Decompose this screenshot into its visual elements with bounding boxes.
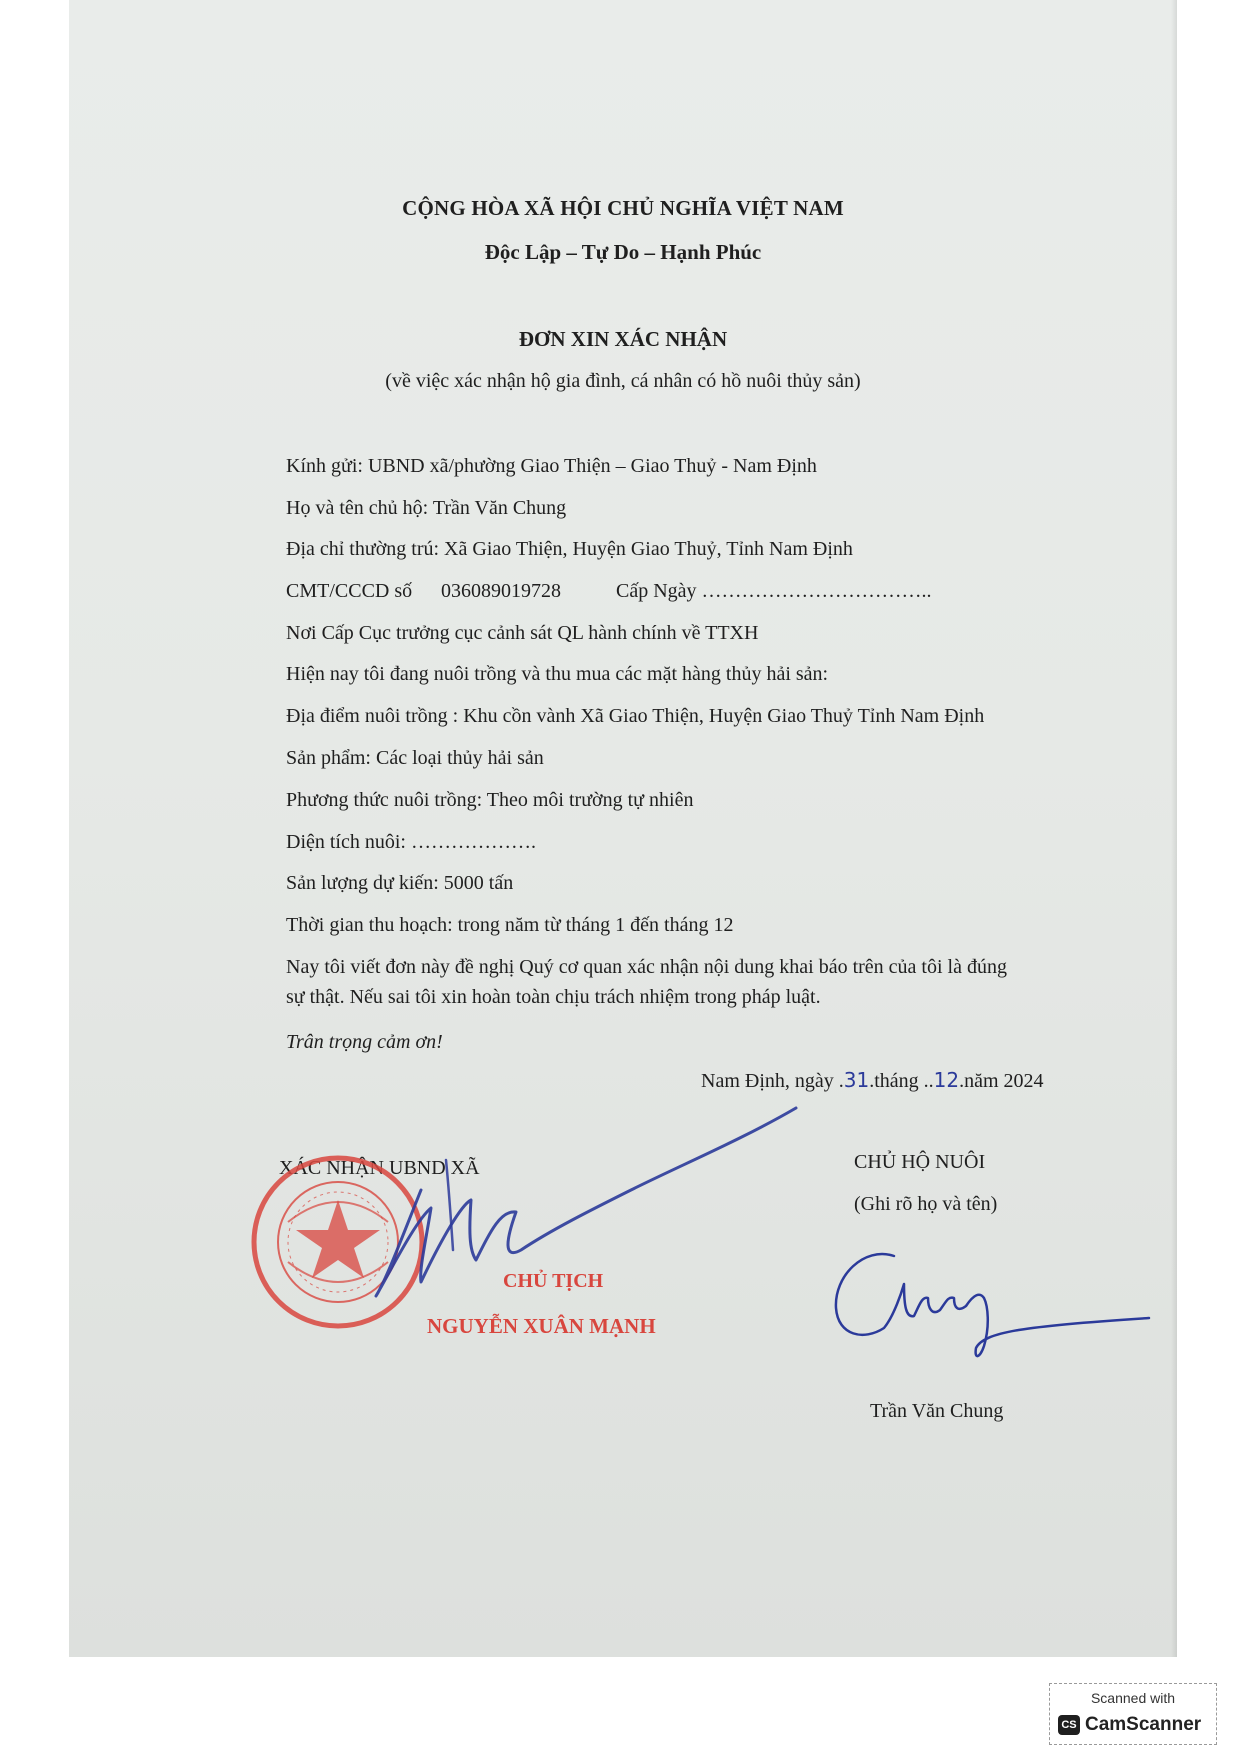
id-label: CMT/CCCD số [286,580,413,602]
thanks-line: Trân trọng cảm ơn! [286,1031,443,1053]
date-day: 31 [843,1068,870,1092]
method-line: Phương thức nuôi trồng: Theo môi trường tự nhiên [286,789,694,811]
issue-place-line: Nơi Cấp Cục trưởng cục cảnh sát QL hành chính về TTXH [286,622,759,644]
issue-date-line: Cấp Ngày …………………………….. [616,580,932,602]
harvest-line: Thời gian thu hoạch: trong năm từ tháng 1 đến tháng 12 [286,914,734,936]
id-number: 036089019728 [441,580,561,602]
request-line-2: sự thật. Nếu sai tôi xin hoàn toàn chịu trách nhiệm trong pháp luật. [286,986,821,1008]
document-page [69,0,1177,1657]
date-prefix: Nam Định, ngày . [701,1070,844,1092]
owner-printed-name: Trần Văn Chung [870,1400,1004,1422]
date-line [701,1068,1044,1093]
camscanner-logo-icon: CS [1058,1715,1080,1735]
request-line-1: Nay tôi viết đơn này đề nghị Quý cơ quan xác nhận nội dung khai báo trên của tôi là đúng [286,956,1007,978]
address-line: Địa chỉ thường trú: Xã Giao Thiện, Huyện Giao Thuỷ, Tỉnh Nam Định [286,538,853,560]
owner-signature [824,1236,1154,1366]
owner-name-line: Họ và tên chủ hộ: Trần Văn Chung [286,497,567,519]
area-line: Diện tích nuôi: ………………. [286,831,536,853]
commune-confirm-heading: XÁC NHẬN UBND XÃ [279,1157,480,1179]
chairman-name: NGUYỄN XUÂN MẠNH [427,1314,656,1338]
recipient-line: Kính gửi: UBND xã/phường Giao Thiện – Giao Thuỷ - Nam Định [286,455,817,477]
date-month: 12 [933,1068,960,1092]
watermark-caption: Scanned with [1090,1690,1176,1706]
motto: Độc Lập – Tự Do – Hạnh Phúc [484,240,762,264]
chairman-title: CHỦ TỊCH [503,1270,604,1292]
date-month-label: .tháng .. [869,1070,934,1092]
intro-line: Hiện nay tôi đang nuôi trồng và thu mua các mặt hàng thủy hải sản: [286,663,829,685]
owner-heading: CHỦ HỘ NUÔI [854,1151,986,1173]
product-line: Sản phẩm: Các loại thủy hải sản [286,747,544,769]
output-line: Sản lượng dự kiến: 5000 tấn [286,872,514,894]
camscanner-watermark [1049,1683,1217,1745]
document-subtitle: (về việc xác nhận hộ gia đình, cá nhân có hồ nuôi thủy sản) [385,370,861,392]
location-line: Địa điểm nuôi trồng : Khu cồn vành Xã Giao Thiện, Huyện Giao Thuỷ Tỉnh Nam Định [286,705,985,727]
owner-note: (Ghi rõ họ và tên) [854,1193,998,1215]
date-year-label: .năm 2024 [959,1070,1044,1092]
document-title: ĐƠN XIN XÁC NHẬN [518,327,728,351]
watermark-brand: CamScanner [1085,1714,1202,1735]
country-heading: CỘNG HÒA XÃ HỘI CHỦ NGHĨA VIỆT NAM [402,196,844,220]
